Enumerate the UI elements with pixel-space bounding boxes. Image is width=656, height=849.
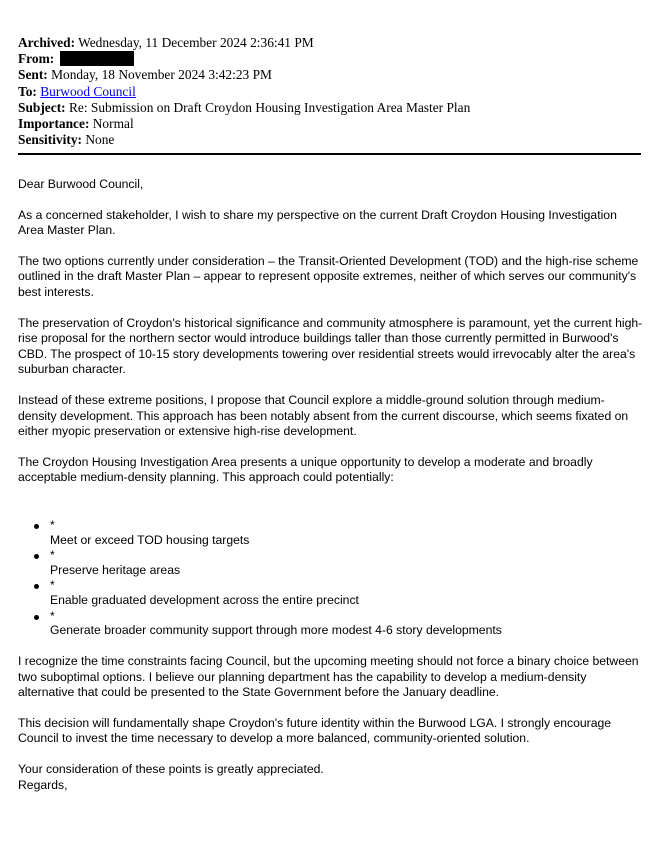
archived-value: Wednesday, 11 December 2024 2:36:41 PM <box>78 35 314 50</box>
bullet-dot <box>34 615 39 620</box>
to-row <box>18 84 470 100</box>
subject-value: Re: Submission on Draft Croydon Housing Investigation Area Master Plan <box>68 99 471 115</box>
from-row <box>18 51 470 67</box>
subject-row <box>18 100 470 116</box>
greeting: Dear Burwood Council, <box>18 177 144 191</box>
paragraph-opportunity: The Croydon Housing Investigation Area presents a unique opportunity to develop a moderate and broadly acceptable medium-density planning. This approach could potentially: <box>18 454 593 485</box>
importance-value: Normal <box>92 115 134 131</box>
archived-label: Archived: <box>18 35 76 50</box>
sent-value: Monday, 18 November 2024 3:42:23 PM <box>51 67 272 83</box>
email-body <box>18 177 643 793</box>
sensitivity-label: Sensitivity: <box>18 132 82 148</box>
list-item <box>18 548 643 578</box>
closing: Regards, <box>18 777 68 792</box>
paragraph-intro: As a concerned stakeholder, I wish to share my perspective on the current Draft Croydon Housing Investigation Area Master Plan. <box>18 207 617 238</box>
bullet-marker: * <box>50 548 55 563</box>
bullet-text: Preserve heritage areas <box>50 562 181 577</box>
sent-row <box>18 67 470 83</box>
benefits-list <box>18 501 643 639</box>
sensitivity-row <box>18 132 470 148</box>
list-item <box>18 518 643 548</box>
header-divider <box>18 153 641 155</box>
list-item <box>18 578 643 608</box>
paragraph-constraints: I recognize the time constraints facing Council, but the upcoming meeting should not force a binary choice between two suboptimal options. I believe our planning department has the capability to develop a medium-density alternative that could be presented to the State Government before the January deadline. <box>18 654 639 700</box>
bullet-marker: * <box>50 517 55 532</box>
importance-row <box>18 116 470 132</box>
bullet-dot <box>34 584 39 589</box>
subject-label: Subject: <box>18 99 66 115</box>
bullet-marker: * <box>50 608 55 623</box>
archived-row <box>18 35 470 51</box>
bullet-dot <box>34 554 39 559</box>
importance-label: Importance: <box>18 115 90 131</box>
bullet-text: Meet or exceed TOD housing targets <box>50 532 250 547</box>
to-link[interactable]: Burwood Council <box>40 83 136 99</box>
paragraph-proposal: Instead of these extreme positions, I propose that Council explore a middle-ground solution through medium-density development. This approach has been notably absent from the current discourse, which seems fixated on either myopic preservation or extensive high-rise development. <box>18 392 629 439</box>
bullet-dot <box>34 524 39 529</box>
paragraph-heritage: The preservation of Croydon's historical significance and community atmosphere is paramount, yet the current high-rise proposal for the northern sector would introduce buildings taller than those currently permitted in Burwood's CBD. The prospect of 10-15 story developments towering over residential streets would irrevocably alter the area's suburban character. <box>18 315 643 377</box>
email-header <box>18 35 470 148</box>
bullet-marker: * <box>50 578 55 593</box>
paragraph-identity: This decision will fundamentally shape Croydon's future identity within the Burwood LGA. I strongly encourage Council to invest the time necessary to develop a more balanced, community-oriented solution. <box>18 715 612 746</box>
bullet-text: Generate broader community support through more modest 4-6 story developments <box>50 623 502 638</box>
list-item <box>18 609 643 639</box>
sensitivity-value: None <box>85 132 115 148</box>
from-label: From: <box>18 51 55 67</box>
paragraph-thanks: Your consideration of these points is greatly appreciated. <box>18 762 324 776</box>
bullet-text: Enable graduated development across the entire precinct <box>50 593 359 608</box>
redacted-sender <box>60 51 134 66</box>
sent-label: Sent: <box>18 67 48 83</box>
paragraph-options: The two options currently under consideration – the Transit-Oriented Development (TOD) and the high-rise scheme outlined in the draft Master Plan – appear to represent opposite extremes, neither of which serves our community's best interests. <box>18 253 639 299</box>
to-label: To: <box>18 83 37 99</box>
